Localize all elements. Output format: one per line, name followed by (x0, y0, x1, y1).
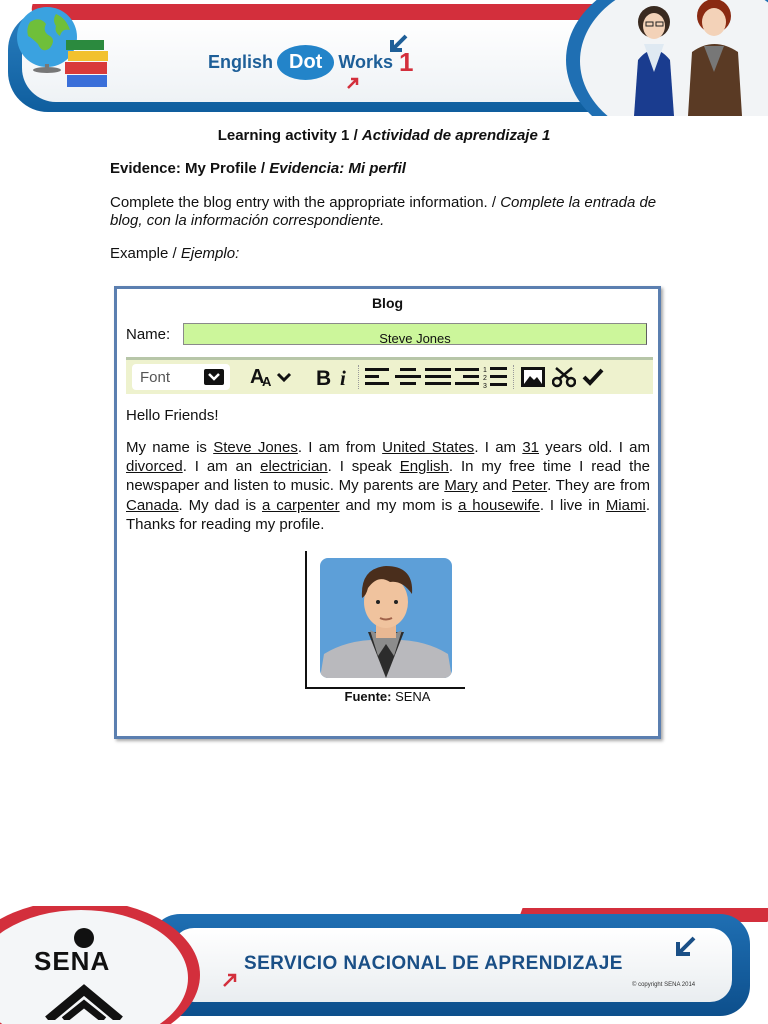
answer-father: Peter (512, 477, 548, 495)
text-fragment: and (477, 477, 513, 495)
name-field-value: Steve Jones (379, 331, 451, 345)
answer-language: English (399, 458, 449, 476)
svg-text:i: i (340, 366, 346, 388)
answer-status: divorced (126, 458, 183, 476)
italic-icon (338, 366, 352, 388)
name-label: Name: (126, 326, 171, 343)
english-dot-works-logo (208, 40, 414, 84)
align-center-icon (395, 366, 421, 388)
name-field[interactable] (183, 323, 647, 345)
numbered-list-icon (483, 365, 507, 389)
answer-name: Steve Jones (213, 439, 298, 456)
toolbar-divider (358, 365, 359, 389)
students-illustration (610, 0, 766, 116)
chevron-down-icon (204, 369, 224, 385)
instruction-es: Complete la entrada de blog, con la información correspondiente. (110, 194, 657, 229)
arrow-down-left-icon (672, 934, 698, 960)
blog-paragraph (126, 438, 650, 534)
profile-avatar (320, 558, 452, 678)
answer-city: Miami (605, 496, 646, 514)
answer-mother: Mary (444, 477, 478, 495)
logo-word-dot: Dot (277, 45, 334, 80)
page-title-en: Learning activity 1 / (217, 127, 362, 144)
editor-toolbar (126, 357, 653, 394)
svg-text:1: 1 (483, 367, 487, 374)
text-fragment: . I am (474, 439, 523, 456)
text-fragment: . My dad is (178, 496, 263, 514)
text-fragment: and my mom is (339, 496, 459, 514)
blog-example-box (114, 286, 661, 739)
bold-button[interactable] (314, 363, 334, 391)
image-icon (520, 366, 546, 388)
logo-number: 1 (399, 46, 414, 77)
align-left-button[interactable] (365, 363, 391, 391)
answer-dad-job: a carpenter (262, 496, 340, 514)
align-right-button[interactable] (455, 363, 479, 391)
answer-job: electrician (260, 458, 328, 476)
blog-title: Blog (371, 295, 404, 311)
bold-icon (314, 366, 334, 388)
man-avatar-illustration (320, 558, 452, 678)
evidence-heading (110, 160, 406, 177)
align-left-icon (365, 366, 391, 388)
logo-word-english: English (208, 51, 274, 72)
blog-greeting: Hello Friends! (126, 407, 219, 424)
sena-wordmark: SENA (34, 946, 111, 976)
example-en: Example / (110, 245, 181, 262)
align-center-button[interactable] (395, 363, 421, 391)
text-fragment: . They are from (547, 477, 650, 495)
evidence-heading-es: Evidencia: Mi perfil (269, 160, 406, 177)
svg-text:3: 3 (483, 383, 487, 389)
cut-button[interactable] (552, 363, 576, 391)
example-es: Ejemplo: (180, 245, 240, 262)
footer-banner (0, 906, 768, 1024)
service-name: SERVICIO NACIONAL DE APRENDIZAJE (244, 953, 623, 974)
svg-text:2: 2 (483, 375, 487, 382)
justify-icon (425, 366, 451, 388)
arrow-up-right-icon (222, 972, 238, 988)
caption-label: Fuente: (344, 689, 392, 704)
font-size-button[interactable] (248, 363, 296, 391)
svg-text:B: B (316, 367, 332, 388)
caption-value: SENA (391, 689, 431, 704)
text-fragment: . I am an (182, 458, 261, 476)
font-dropdown[interactable] (132, 364, 230, 390)
align-right-icon (455, 366, 479, 388)
page-title (0, 127, 768, 144)
header-banner (0, 0, 768, 116)
text-fragment: . In my free time I read the newspaper and listen to music. My parents are (126, 458, 651, 495)
toolbar-divider (513, 365, 514, 389)
header-red-stripe (27, 4, 632, 20)
example-label (110, 245, 239, 262)
text-fragment: . Thanks for reading my profile. (126, 496, 650, 533)
font-dropdown-label: Font (140, 368, 171, 386)
copyright-notice: © copyright SENA 2014 (632, 982, 696, 988)
arrow-down-left-icon (386, 32, 410, 56)
justify-button[interactable] (425, 363, 451, 391)
profile-figure (305, 551, 465, 689)
books-icon (64, 36, 110, 90)
numbered-list-button[interactable] (483, 363, 507, 391)
figure-caption (117, 689, 658, 704)
font-size-icon (248, 365, 296, 389)
insert-image-button[interactable] (520, 363, 546, 391)
page-title-es: Actividad de aprendizaje 1 (361, 127, 551, 144)
answer-mom-job: a housewife (458, 496, 540, 514)
answer-country: United States (382, 439, 475, 456)
checkmark-icon (582, 366, 604, 388)
logo-word-works: Works (338, 51, 394, 72)
answer-parents-country: Canada (126, 496, 179, 514)
text-fragment: years old. I am (539, 439, 650, 456)
evidence-heading-en: Evidence: My Profile / (110, 160, 270, 177)
text-fragment: My name is (126, 439, 214, 456)
text-fragment: . I live in (539, 496, 606, 514)
scissors-icon (552, 366, 576, 388)
italic-button[interactable] (338, 363, 352, 391)
svg-text:A: A (262, 374, 272, 389)
check-button[interactable] (582, 363, 604, 391)
svg-text:A: A (250, 366, 265, 388)
text-fragment: . I speak (327, 458, 400, 476)
text-fragment: . I am from (297, 439, 383, 456)
answer-age: 31 (522, 439, 540, 456)
instruction-text (110, 194, 660, 230)
arrow-up-right-icon (346, 76, 360, 90)
instruction-en: Complete the blog entry with the appropriate information. / (110, 194, 501, 211)
